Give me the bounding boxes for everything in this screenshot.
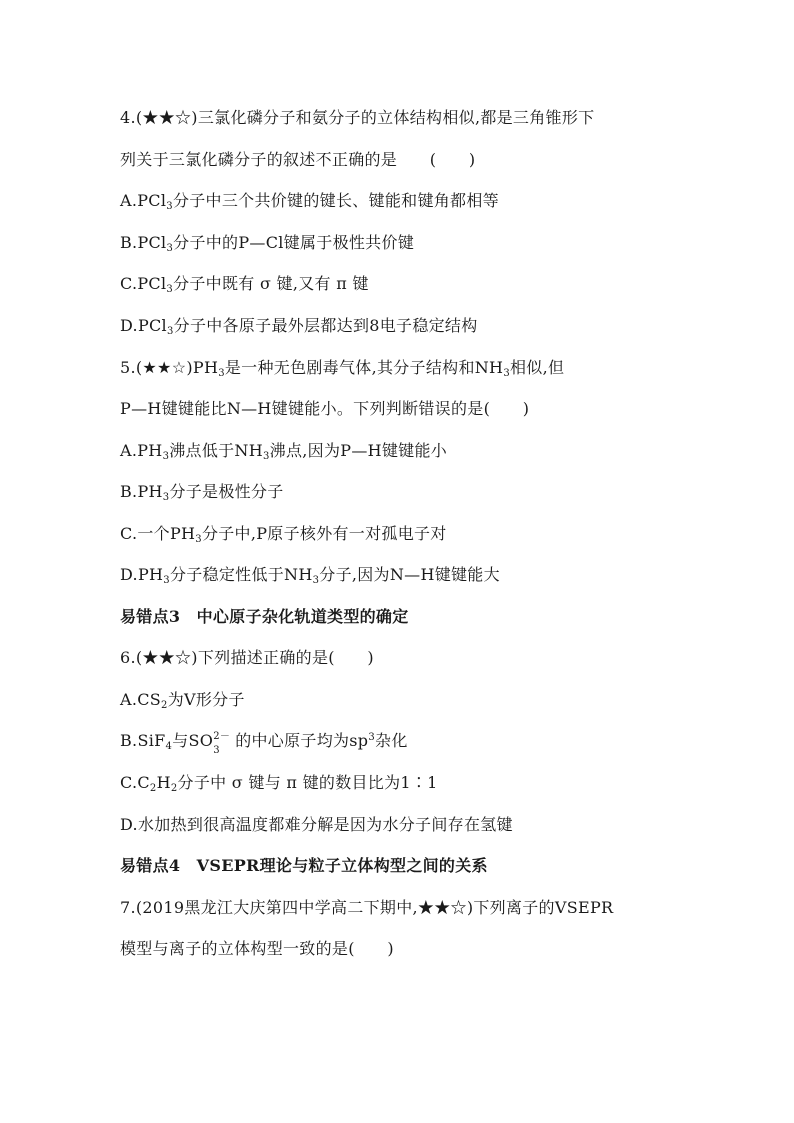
q6-option-d: D.水加热到很高温度都难分解是因为水分子间存在氢键 <box>120 815 513 834</box>
q5-stem-line1: $5.(★★☆)PH_3$是一种无色剧毒气体,其分子结构和$NH_3$相似,但 <box>120 358 565 379</box>
sulfite-charge: 2－ 3 <box>213 731 231 756</box>
q6-stem: 6.(★★☆)下列描述正确的是( ) <box>120 648 374 667</box>
q5-option-c: C.一个$PH_3$分子中,P原子核外有一对孤电子对 <box>120 524 447 545</box>
q4-option-b: B.PCl$_3$分子中的P—Cl键属于极性共价键 <box>120 233 415 254</box>
q4-option-d: D.PCl$_3$分子中各原子最外层都达到8电子稳定结构 <box>120 316 478 337</box>
q4-option-c: C.PCl$_3$分子中既有 σ 键,又有 π 键 <box>120 274 369 295</box>
q5-option-b: $B.PH_3$分子是极性分子 <box>120 482 284 503</box>
q5-stem-line2: P—H键键能比N—H键键能小。下列判断错误的是( ) <box>120 399 530 418</box>
section-heading-3: 易错点3 中心原子杂化轨道类型的确定 <box>120 607 409 626</box>
q5-option-a: $A.PH_3$沸点低于$NH_3$沸点,因为P—H键键能小 <box>120 441 448 462</box>
section-heading-4: 易错点4 VSEPR理论与粒子立体构型之间的关系 <box>120 856 488 875</box>
q5-option-d: $D.PH_3$分子稳定性低于$NH_3$分子,因为N—H键键能大 <box>120 565 500 586</box>
q4-option-a: A.PCl$_3$分子中三个共价键的键长、键能和键角都相等 <box>120 191 499 212</box>
q6-option-b: B.SiF$_4$与SO 2－ 3 的中心原子均为$sp^3$杂化 <box>120 731 408 756</box>
q7-stem-line2: 模型与离子的立体构型一致的是( ) <box>120 939 394 958</box>
q4-stem-line2: 列关于三氯化磷分子的叙述不正确的是 ( ) <box>120 150 476 169</box>
q6-option-a: $A.CS_2$为V形分子 <box>120 690 245 711</box>
q7-stem-line1: 7.(2019黑龙江大庆第四中学高二下期中,★★☆)下列离子的VSEPR <box>120 898 614 917</box>
q4-stem-line1: 4.(★★☆)三氯化磷分子和氨分子的立体结构相似,都是三角锥形下 <box>120 108 595 127</box>
q6-option-c: $C.C_2H_2$分子中 σ 键与 π 键的数目比为1∶1 <box>120 773 438 794</box>
